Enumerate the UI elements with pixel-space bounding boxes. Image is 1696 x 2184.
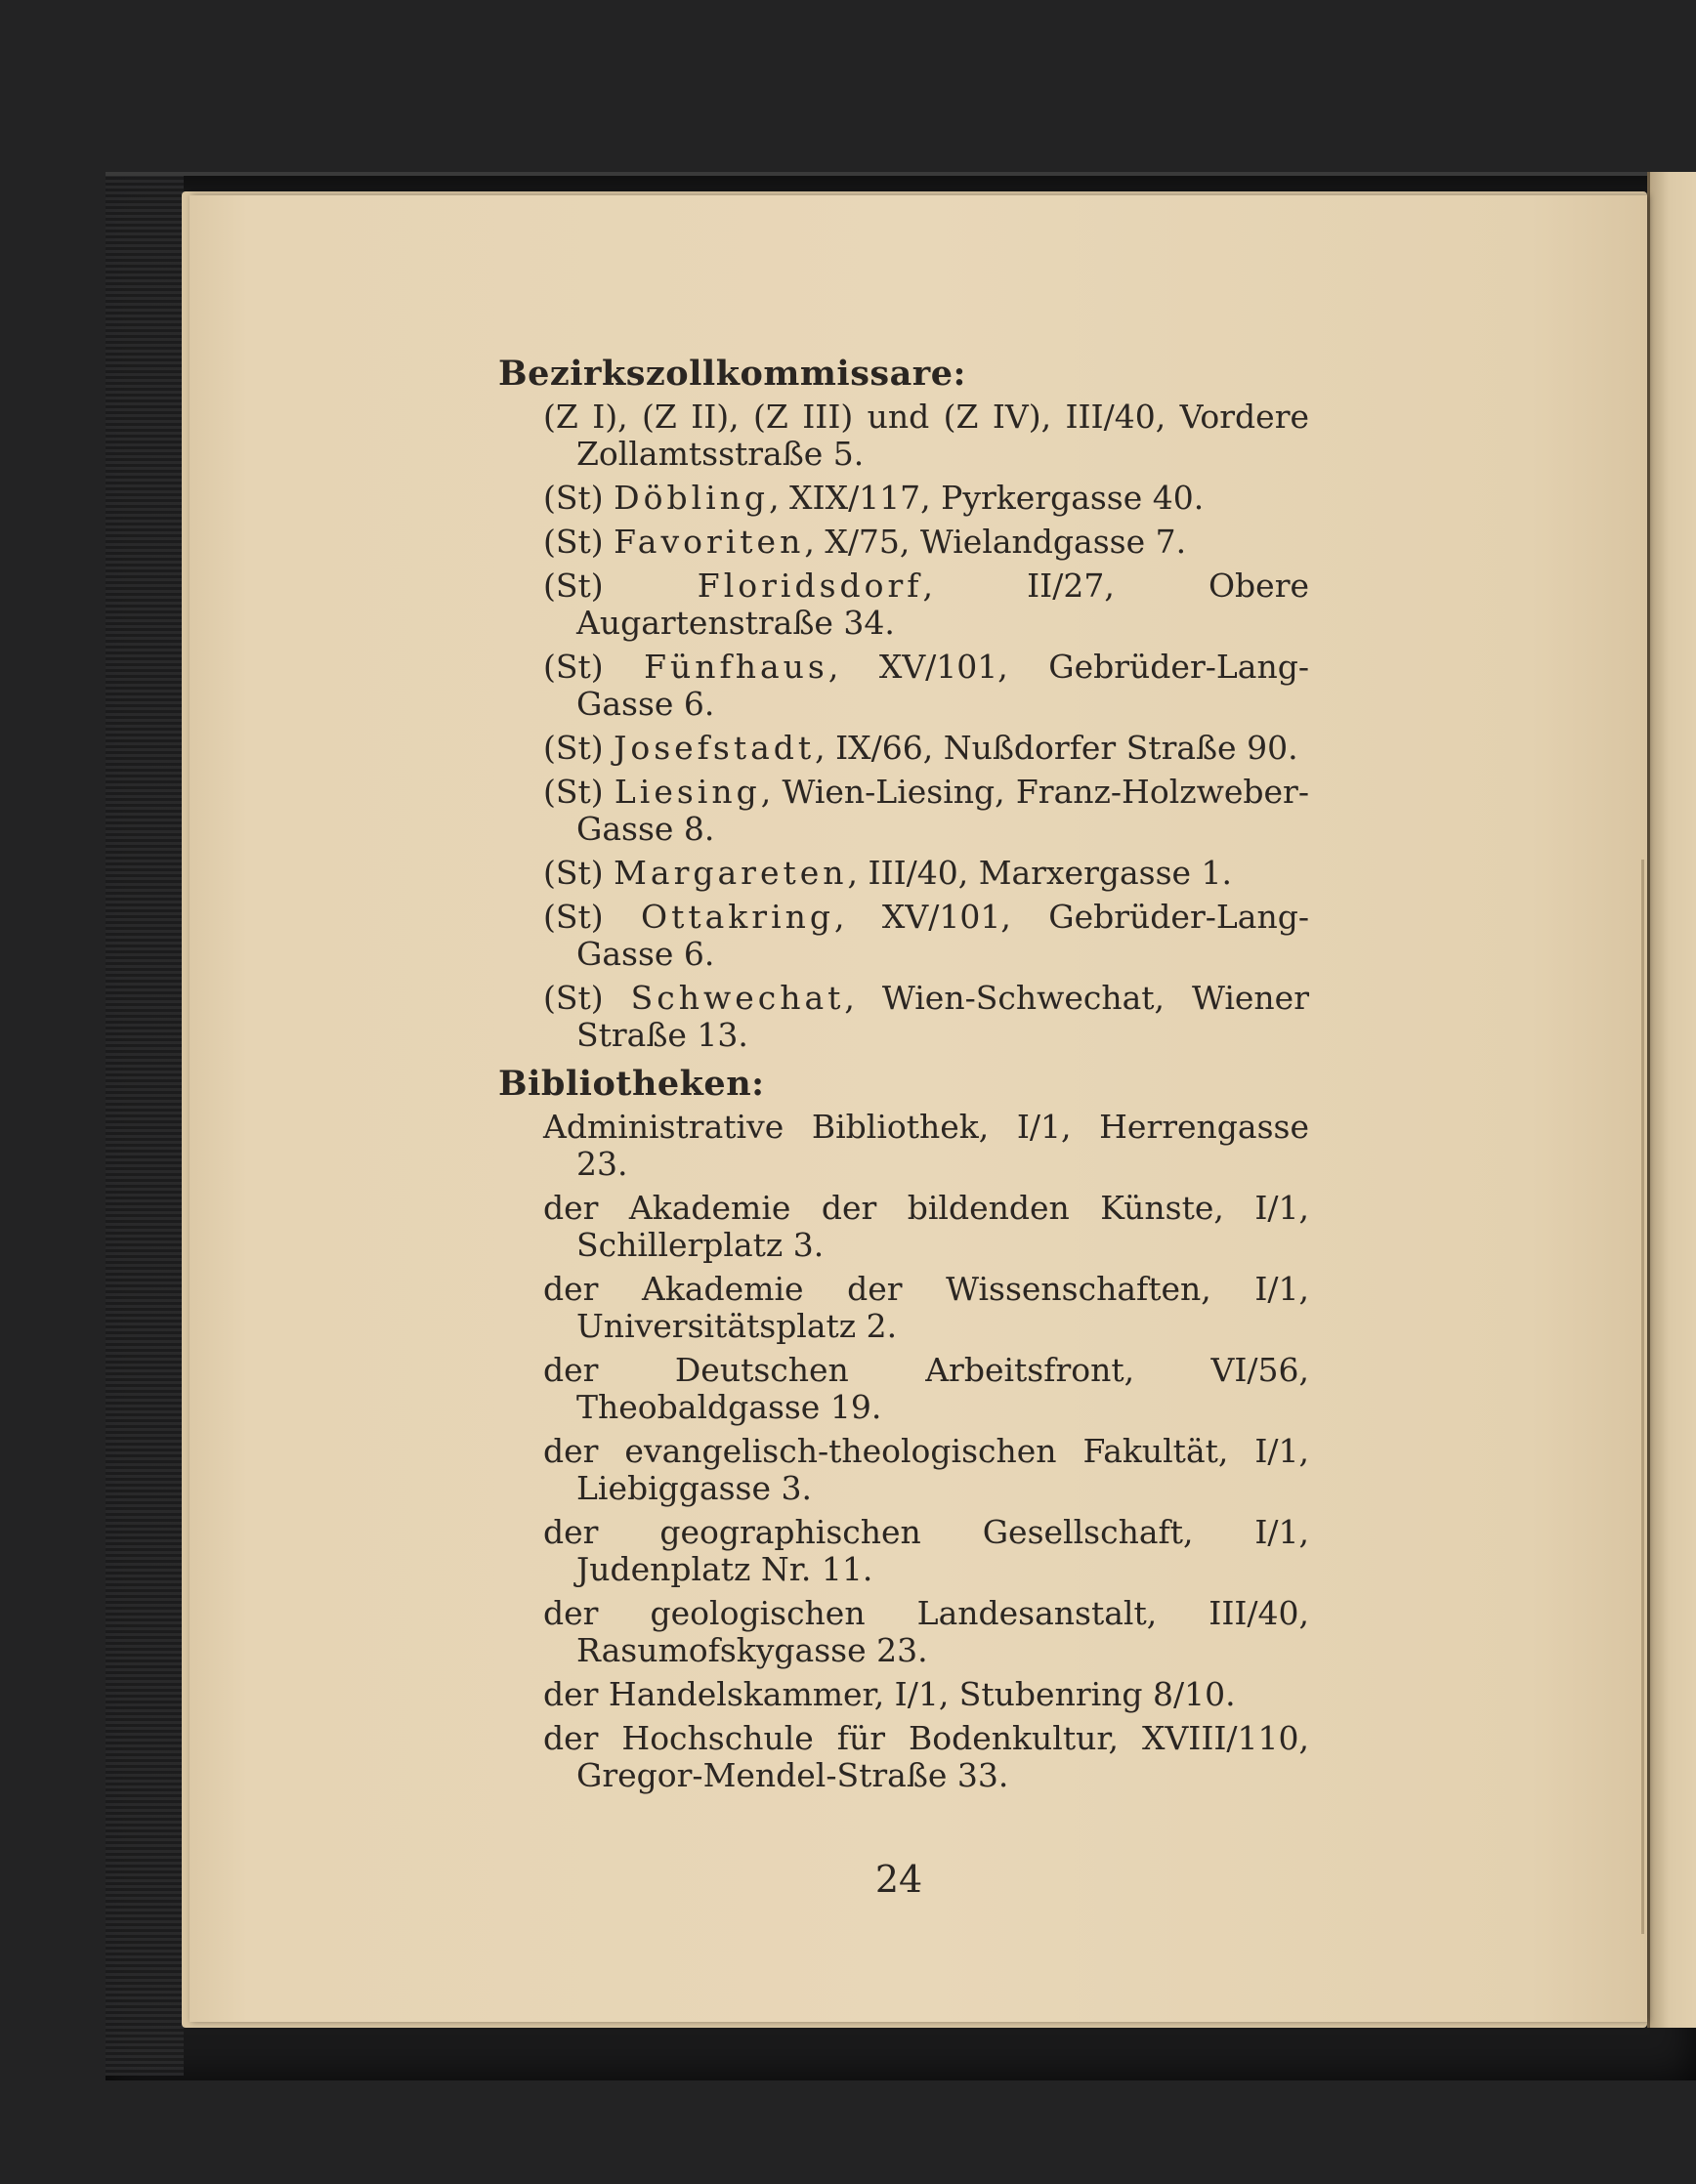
- page-number: 24: [874, 1858, 923, 1901]
- list-item: Administrative Bibliothek, I/1, Herrengasse 23.: [543, 1108, 1309, 1183]
- list-item: [498, 524, 1309, 561]
- entry-text: , Wien-Schwechat, Wiener Straße 13.: [576, 979, 1309, 1054]
- entry-text: , IX/66, Nußdorfer Straße 90.: [815, 729, 1298, 767]
- list-item: der Akademie der Wissenschaften, I/1, Universitätsplatz 2.: [543, 1270, 1309, 1345]
- list-item: der evangelisch-theologischen Fakultät, I/1, Liebiggasse 3.: [543, 1432, 1309, 1507]
- list-item: [498, 899, 1309, 973]
- section-heading-customs: Bezirkszollkommissare:: [498, 354, 966, 394]
- entry-prefix: (St): [543, 729, 604, 767]
- list-item: der Deutschen Arbeitsfront, VI/56, Theobaldgasse 19.: [543, 1351, 1309, 1426]
- list-item: der Hochschule für Bodenkultur, XVIII/110, Gregor-Mendel-Straße 33.: [543, 1719, 1309, 1794]
- facing-page-edge: [1647, 172, 1696, 2028]
- list-item: [498, 649, 1309, 723]
- entry-text: , Wien-Liesing, Franz-Holzweber-Gasse 8.: [576, 773, 1309, 848]
- list-item: [498, 855, 1309, 892]
- entry-prefix: (St): [543, 898, 604, 936]
- page-crease: [1641, 860, 1644, 1934]
- entry-prefix: (St): [543, 648, 604, 686]
- book-spine: [106, 176, 184, 2076]
- entry-prefix: (St): [543, 979, 604, 1017]
- entry-name: Döbling: [614, 479, 770, 517]
- entry-name: Josefstadt: [614, 729, 816, 767]
- entry-name: Fünfhaus: [644, 648, 828, 686]
- entry-text: , II/27, Obere Augartenstraße 34.: [576, 567, 1309, 642]
- list-item: der Akademie der bildenden Künste, I/1, Schillerplatz 3.: [543, 1189, 1309, 1264]
- list-item: [498, 980, 1309, 1054]
- list-item: der geologischen Landesanstalt, III/40, Rasumofskygasse 23.: [543, 1594, 1309, 1669]
- list-item: [498, 480, 1309, 517]
- entry-name: Floridsdorf: [697, 567, 923, 605]
- entry-text: , XV/101, Gebrüder-Lang-Gasse 6.: [576, 648, 1309, 723]
- entry-prefix: (St): [543, 567, 604, 605]
- entry-name: Ottakring: [641, 898, 835, 936]
- entry-name: Schwechat: [630, 979, 845, 1017]
- page-content: [498, 344, 1309, 1801]
- customs-list: [498, 399, 1309, 1054]
- entry-text: (Z I), (Z II), (Z III) und (Z IV), III/40, Vordere Zollamtsstraße 5.: [543, 398, 1309, 473]
- entry-text: , XIX/117, Pyrkergasse 40.: [769, 479, 1205, 517]
- libraries-list: [498, 1109, 1309, 1794]
- list-item: [498, 774, 1309, 848]
- entry-name: Margareten: [614, 854, 848, 892]
- entry-prefix: (St): [543, 854, 604, 892]
- entry-text: , III/40, Marxergasse 1.: [847, 854, 1233, 892]
- entry-prefix: (St): [543, 523, 604, 561]
- list-item: [498, 567, 1309, 642]
- list-item: [498, 399, 1309, 473]
- list-item: der Handelskammer, I/1, Stubenring 8/10.: [543, 1675, 1236, 1713]
- section-heading-libraries: Bibliotheken:: [498, 1064, 765, 1104]
- entry-text: , X/75, Wielandgasse 7.: [804, 523, 1187, 561]
- entry-prefix: (St): [543, 773, 604, 811]
- list-item: [498, 730, 1309, 767]
- entry-name: Liesing: [614, 773, 761, 811]
- list-item: der geographischen Gesellschaft, I/1, Judenplatz Nr. 11.: [543, 1513, 1309, 1588]
- entry-text: , XV/101, Gebrüder-Lang-Gasse 6.: [576, 898, 1309, 973]
- entry-prefix: (St): [543, 479, 604, 517]
- entry-name: Favoriten: [614, 523, 805, 561]
